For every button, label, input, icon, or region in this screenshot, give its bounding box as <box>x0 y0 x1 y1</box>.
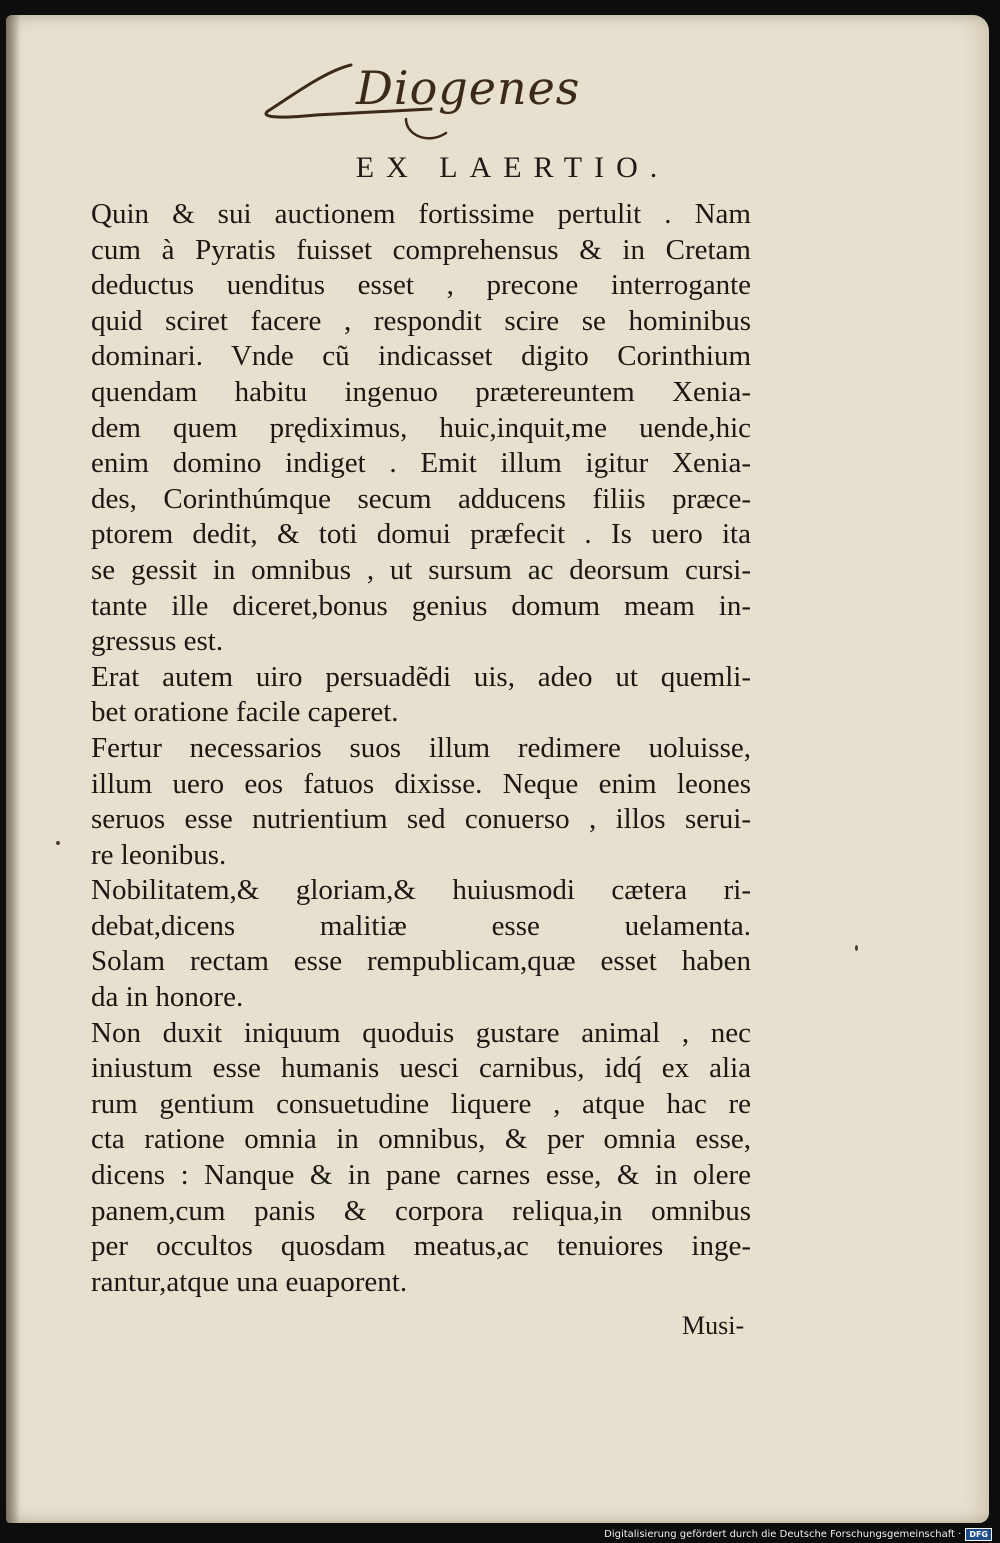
text-line: Quin & sui auctionem fortissime pertulit . Nam <box>91 198 751 230</box>
catchword: Musi- <box>682 1311 745 1340</box>
footer-credit <box>604 1527 992 1541</box>
text-line: bet oratione facile caperet. <box>91 696 399 729</box>
text-line: seruos esse nutrientium sed conuerso , illos serui- <box>91 803 751 836</box>
text-line: enim domino indiget . Emit illum igitur Xenia- <box>91 447 751 480</box>
text-line: Nobilitatem,& gloriam,& huiusmodi cætera ri- <box>91 874 751 907</box>
text-line: quid sciret facere , respondit scire se hominibus <box>91 304 751 337</box>
footer-text: Digitalisierung gefördert durch die Deutsche Forschungsgemeinschaft · <box>604 1528 962 1540</box>
text-line: rum gentium consuetudine liquere , atque hac re <box>91 1087 751 1120</box>
text-line: debat,dicens malitiæ esse uelamenta. <box>91 909 751 942</box>
text-line: dominari. Vnde cũ indicasset digito Corinthium <box>91 340 751 373</box>
body-text <box>91 197 751 1300</box>
paper-speck <box>855 945 858 951</box>
text-line: dicens : Nanque & in pane carnes esse, & in olere <box>91 1159 751 1192</box>
text-line: illum uero eos fatuos dixisse. Neque enim leones <box>91 767 751 800</box>
text-line: re leonibus. <box>91 838 227 871</box>
text-line: se gessit in omnibus , ut sursum ac deorsum cursi- <box>91 553 751 586</box>
text-line: Erat autem uiro persuadẽdi uis, adeo ut quemli- <box>91 660 751 693</box>
text-line: Non duxit iniquum quoduis gustare animal , nec <box>91 1016 751 1049</box>
text-line: deductus uenditus esset , precone interrogante <box>91 269 751 302</box>
book-page <box>6 15 989 1523</box>
handwritten-title: Diogenes <box>356 61 581 115</box>
text-line: dem quem prędiximus, huic,inquit,me uende,hic <box>91 411 751 444</box>
text-line: da in honore. <box>91 981 244 1014</box>
text-line: cta ratione omnia in omnibus, & per omnia esse, <box>91 1123 751 1156</box>
text-line: Solam rectam esse rempublicam,quæ esset haben <box>91 945 751 978</box>
page-spine-shadow <box>6 15 20 1523</box>
text-line: ptorem dedit, & toti domui præfecit . Is uero ita <box>91 518 751 551</box>
text-line: quendam habitu ingenuo prætereuntem Xenia- <box>91 375 751 408</box>
text-line: des, Corinthúmque secum adducens filiis præce- <box>91 482 751 515</box>
text-line: panem,cum panis & corpora reliqua,in omnibus <box>91 1194 751 1227</box>
text-line: cum à Pyratis fuisset comprehensus & in Cretam <box>91 233 751 266</box>
text-line: gressus est. <box>91 625 224 658</box>
paper-speck <box>56 841 60 845</box>
text-line: per occultos quosdam meatus,ac tenuiores inge- <box>91 1230 751 1263</box>
handwritten-annotation <box>256 53 581 153</box>
text-line: rantur,atque una euaporent. <box>91 1265 408 1298</box>
dfg-logo-icon: DFG <box>965 1528 992 1541</box>
text-line: Fertur necessarios suos illum redimere uoluisse, <box>91 731 751 764</box>
running-head: EX LAERTIO. <box>355 151 670 184</box>
text-line: tante ille diceret,bonus genius domum meam in- <box>91 589 751 622</box>
text-line: iniustum esse humanis uesci carnibus, idq́ ex alia <box>91 1052 751 1085</box>
